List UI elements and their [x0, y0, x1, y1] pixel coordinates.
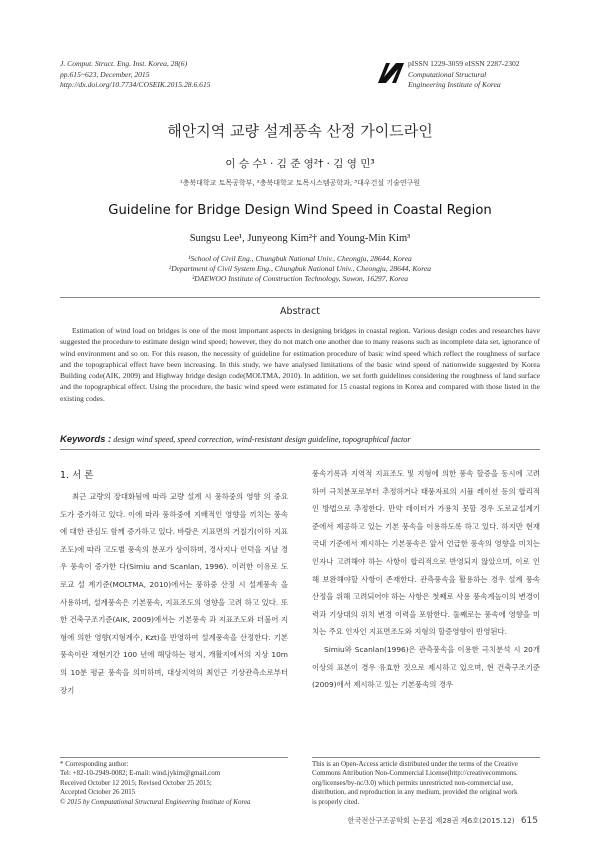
affiliation-line: ³DAEWOO Institute of Construction Technology, Suwon, 16297, Korea [191, 274, 409, 283]
abstract-bottom-rule [60, 449, 540, 450]
title-korean: 해안지역 교량 설계풍속 산정 가이드라인 [167, 122, 433, 140]
citation-line: pp.615~623, December, 2015 [60, 69, 150, 79]
footer-journal: 한국전산구조공학회 논문집 제28권 제6호(2015.12) [347, 816, 515, 825]
body-line: 고려해야 하는 사항이 합리적으로 반영되지 않았으며, 이로 [336, 556, 530, 566]
body-line: 설계 풍속 산정을 위해 고려되어야 하는 사항은 첫째로 사용 [312, 574, 540, 602]
publisher-line: Engineering Institute of Korea [408, 80, 501, 89]
authors-english: Sungsu Lee¹, Junyeong Kim²† and Young-Min Kim³ [189, 233, 411, 244]
footnote-rule-left [60, 757, 288, 758]
body-line: 현 건축구조기준(2009)에서 제시하고 있는 기본풍속의 경우 [312, 662, 540, 690]
publisher-line: Computational Structural [408, 69, 487, 79]
page-number: 615 [520, 816, 538, 826]
body-line: 분포가 상이하며, 경사지나 언덕을 지날 경우 풍속이 증가한 [60, 544, 289, 572]
title-english: Guideline for Bridge Design Wind Speed in Coastal Region [108, 203, 492, 218]
license-line: Commons Attribution Non-Commercial License(http://creativecommons. [312, 769, 518, 778]
license-line: org/licenses/by-nc/3.0) which permits unrestricted non-commercial use, [312, 778, 514, 787]
keywords-label: Keywords : [60, 434, 112, 445]
body-line: 다(Simiu and Scanlan, 1996). 이러한 이유로 도로교 설 [60, 562, 288, 589]
paragraph [312, 465, 540, 641]
body-line: 계기준(MOLTMA, 2010)에서는 풍하중 산정 시 설계풍속 [88, 579, 278, 589]
abstract-line: the topographical effect. Using the procedure, the basic wind speed were estimated for 15 coastal regions in Korea and compared [73, 382, 469, 392]
license-line: distribution, and reproduction in any medium, provided the original work [312, 788, 518, 797]
section-heading: 1. 서 론 [60, 470, 94, 481]
body-line: 영향을 끼치는 풍속에 대한 관심도 함께 증가하고 있다. [60, 509, 288, 537]
footnote-line: Received October 12 2015; Revised October 25 2015; [60, 778, 212, 787]
body-line: 가용치 못할 경우 도로교설계기준에서 제공하고 있는 기본 [312, 504, 540, 531]
body-line: 20개 이상의 표본이 경우 유효한 것으로 제시하고 있으며, [312, 644, 540, 672]
body-line: 반영하여 설계풍속을 산정한다. 기본풍속이란 재현기간 100 [60, 632, 288, 660]
affiliation-line: ²Department of Civil System Eng., Chungbuk National Univ., Cheongju, 28644, Korea [168, 264, 432, 273]
footnote-line: * Corresponding author: [60, 760, 129, 768]
body-column-left [60, 488, 288, 699]
footnote-rule-right [312, 757, 540, 758]
license-line: This is an Open-Access article distributed under the terms of the Creative [312, 760, 518, 768]
body-line: Simiu와 Scanlan(1996)은 관측풍속을 이용한 극치분석 시 [324, 644, 521, 654]
body-line: 바람은 지표면의 거칠기(이하 지표조도)에 따라 고도별 풍속의 [60, 527, 288, 554]
abstract-line: Estimation of wind load on bridges is one of the most important aspects in designing bridges in coastal region. Various design [72, 326, 458, 335]
license-footnote [312, 760, 540, 807]
body-line: 레이션 등의 합리적인 방법으로 추정한다. 만약 데이터가 [312, 486, 540, 514]
body-line: 인해 보완해야할 사항이 존재한다. 관측풍속을 활용하는 경우 [312, 556, 540, 584]
body-line: 제시하는 기본풍속은 앞서 언급한 풍속의 영향을 미치는 인자나 [312, 539, 541, 566]
body-line: 과 지표조도와 더불어 지형에 의한 영향(지형계수, Kzt)을 [60, 615, 288, 642]
body-line: 지형의 할증영향이 반영된다. [414, 627, 507, 637]
keywords-text: design wind speed, speed correction, wind-resistant design guideline, topographical factor [113, 435, 411, 444]
body-line: 풍속을 의미하며, 대상지역의 최인근 기상관측소로부터 장기 [60, 667, 288, 695]
paragraph [312, 641, 540, 694]
body-line: 하고 있다. 또한 건축구조기준(AIK, 2009)에서는 기본풍속 [60, 597, 289, 625]
citation-line: J. Comput. Struct. Eng. Inst. Korea, 28(6) [60, 59, 188, 68]
copyright-line: © 2015 by Computational Structural Engineering Institute of Korea [60, 797, 251, 806]
abstract-top-rule [60, 297, 540, 298]
correspondence-footnote [60, 760, 290, 807]
abstract-line: estimation procedure of basic wind speed which reflect the roughness of surface and the topographical effect have been increasing. In [60, 348, 540, 369]
abstract-line: Highway bridge design code(MOLTMA, 2010). In addition, we set forth guidelines considering the roughness of land surface and [60, 371, 540, 392]
abstract-line: this study, we have analysed limitations of the basic wind speed of nationwide suggested by Korea Building code(AIK, 2009) and [60, 359, 541, 381]
footnote-line: Accepted October 26 2015 [60, 788, 136, 797]
journal-citation [60, 59, 310, 91]
abstract-line: codes and researches have suggested the procedure to estimate design wind speed; however, they do not match one another due to [60, 326, 540, 347]
body-line: 동시에 고려하여 극치분포로부터 추정하거나 태풍자료의 시뮬 [312, 469, 541, 496]
body-line: 을 사용하며, 설계풍속은 기본풍속, 지표조도의 영향을 고려 [60, 579, 288, 607]
body-line: 풍속기록과 지역적 지표조도 및 지형에 의한 풍속 할증을 [312, 469, 499, 478]
issn-block [408, 59, 558, 91]
journal-logo-icon [376, 61, 406, 85]
body-line: 최근 교량의 장대화됨에 따라 교량 설계 시 풍하중의 영향 [72, 492, 261, 501]
body-line: 둘째로는 풍속에 영향을 미치는 주요 인자인 지표면조도와 [312, 609, 540, 637]
body-line: 풍속계높이의 변경이력과 기상대의 위치 변경 이력을 포함한다. [312, 592, 540, 619]
abstract-body [60, 325, 540, 404]
doi-link[interactable]: http://dx.doi.org/10.7734/COSEIK.2015.28.6.615 [60, 80, 211, 89]
body-column-right [312, 465, 540, 694]
body-line: 년에 해당하는 평지, 개활지에서의 지상 10m의 10분 평균 [60, 650, 288, 677]
contact-line[interactable]: Tel: +82-10-2949-0082; E-mail: wind.jykim@gmail.com [60, 769, 221, 778]
authors-korean: 이 승 수¹ · 김 준 영²† · 김 영 민³ [225, 158, 375, 170]
issn-line: pISSN 1229-3059 eISSN 2287-2302 [408, 59, 520, 68]
body-line: 의 중요도가 증가하고 있다. 이에 따라 풍하중에 지배적인 [60, 492, 288, 519]
affiliations-korean: ¹충북대학교 토목공학부, ²충북대학교 토목시스템공학과, ³대우건설 기술연구원 [179, 179, 421, 187]
body-line: 풍속을 이용하도록 하고 있다. 하지만 현재 국내 기준에서 [312, 521, 540, 549]
abstract-line: many reasons such as incomplete data set, ignorance of wind environment and so on. For this reason, the necessity of guideline for [60, 337, 541, 358]
keywords [60, 434, 540, 445]
abstract-line: with those listed in the existing codes. [60, 382, 540, 403]
abstract-heading: Abstract [280, 306, 320, 317]
license-line: is properly cited. [312, 797, 360, 806]
page-footer [0, 816, 538, 826]
affiliation-line: ¹School of Civil Eng., Chungbuk National Univ., Cheongju, 28644, Korea [188, 254, 412, 263]
affiliations-english [0, 254, 600, 284]
